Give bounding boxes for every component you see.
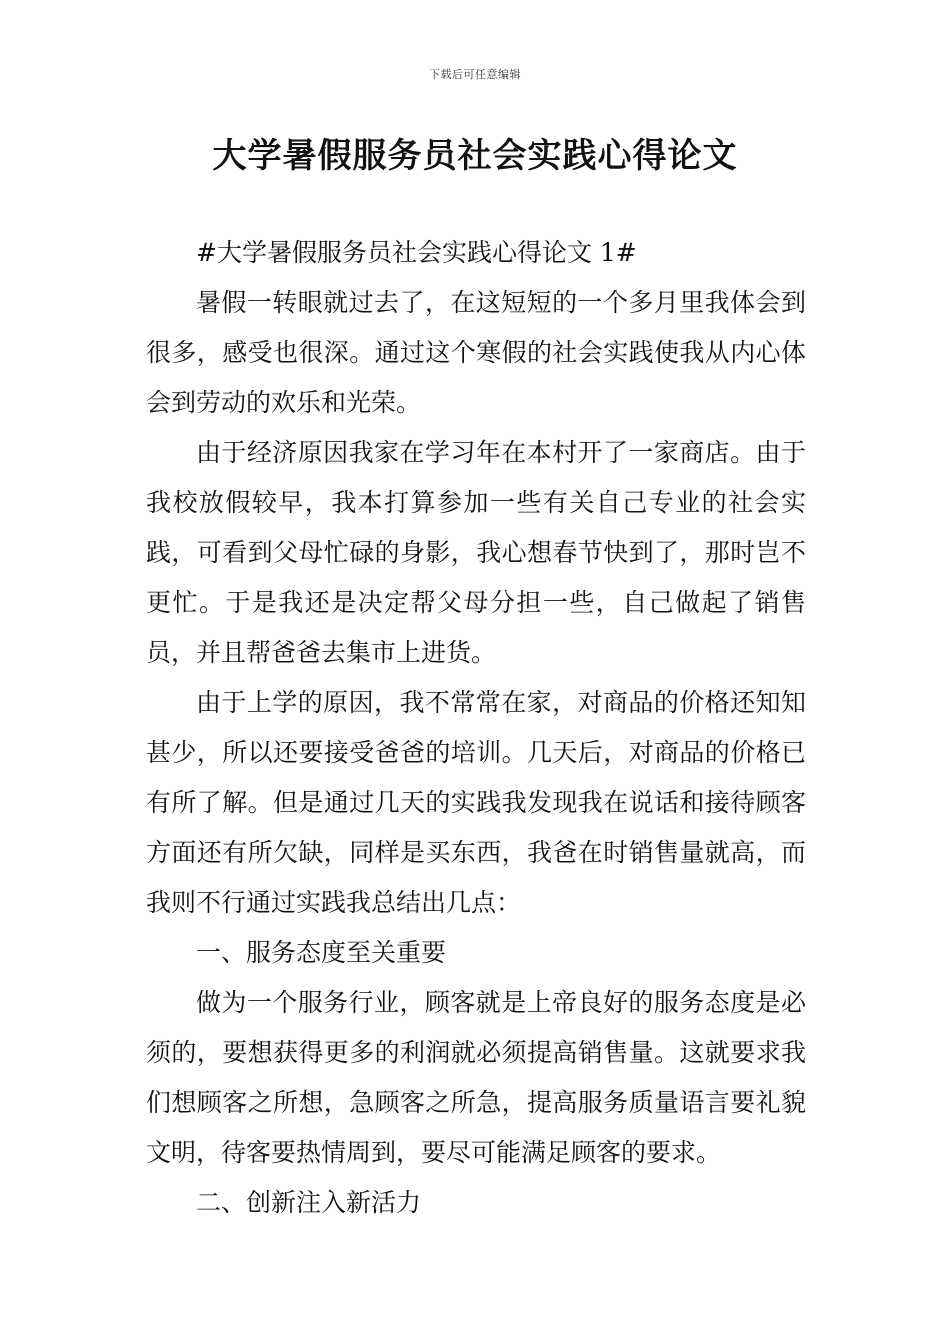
body-paragraph: 暑假一转眼就过去了，在这短短的一个多月里我体会到很多，感受也很深。通过这个寒假的社会实践使我从内心体会到劳动的欢乐和光荣。 [146,288,806,417]
body-paragraph: 做为一个服务行业，顾客就是上帝良好的服务态度是必须的，要想获得更多的利润就必须提高销售量。这就要求我们想顾客之所想，急顾客之所急，提高服务质量语言要礼貌文明，待客要热情周到，要尽可能满足顾客的要求。 [146,988,806,1167]
section-heading: #大学暑假服务员社会实践心得论文 1# [196,238,637,267]
subheading-1: 一、服务态度至关重要 [196,938,447,967]
document-body [146,228,806,1228]
subheading-2: 二、创新注入新活力 [196,1188,422,1217]
body-paragraph: 由于经济原因我家在学习年在本村开了一家商店。由于我校放假较早，我本打算参加一些有关自己专业的社会实践，可看到父母忙碌的身影，我心想春节快到了，那时岂不更忙。于是我还是决定帮父母分担一些，自己做起了销售员，并且帮爸爸去集市上进货。 [146,438,806,667]
header-note: 下载后可任意编辑 [429,68,521,81]
body-paragraph: 由于上学的原因，我不常常在家，对商品的价格还知知甚少，所以还要接受爸爸的培训。几天后，对商品的价格已有所了解。但是通过几天的实践我发现我在说话和接待顾客方面还有所欠缺，同样是买东西，我爸在时销售量就高，而我则不行通过实践我总结出几点： [146,688,806,917]
document-title: 大学暑假服务员社会实践心得论文 [212,136,738,176]
